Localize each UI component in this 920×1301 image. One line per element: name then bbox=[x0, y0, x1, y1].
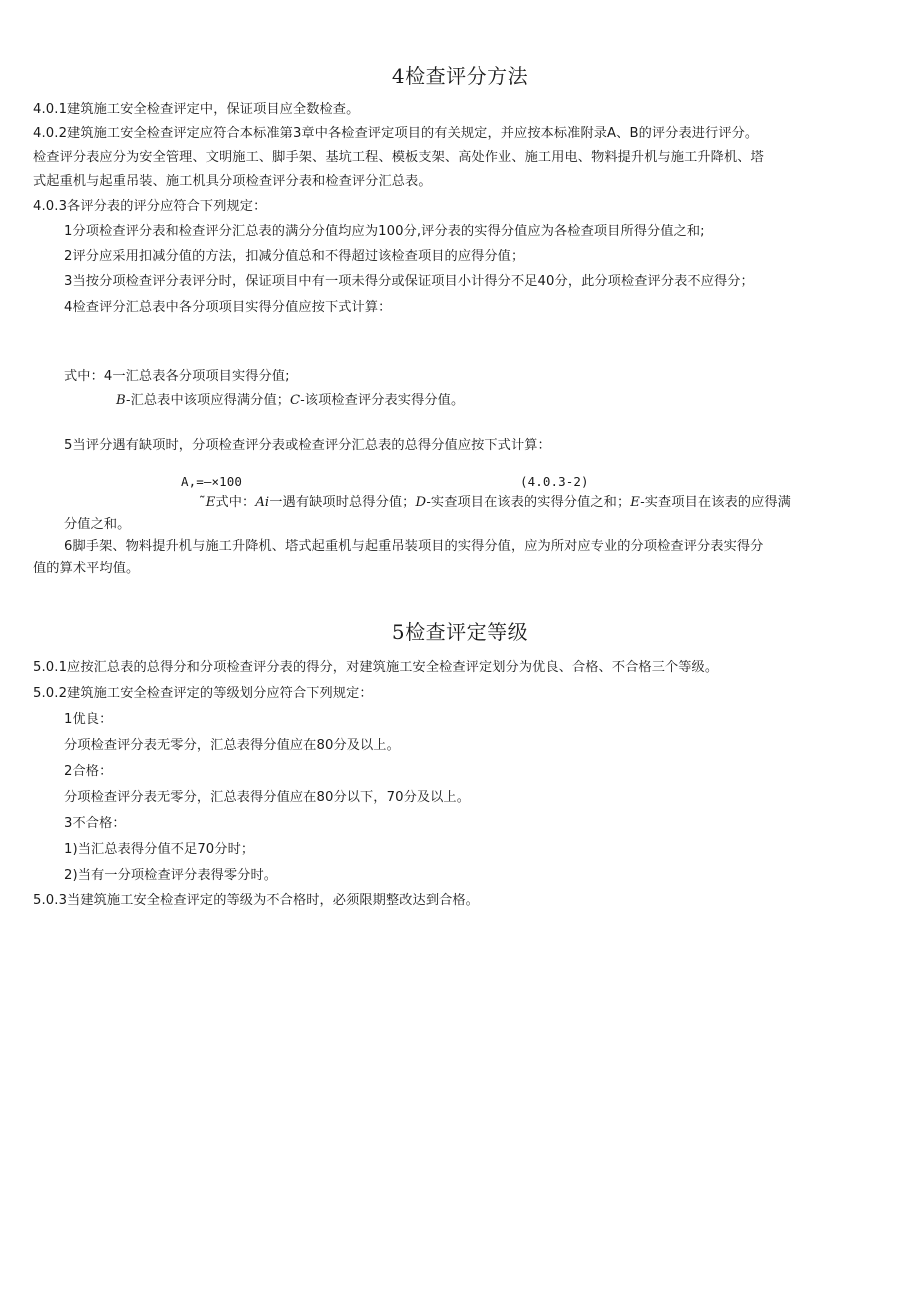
grade-3-label: 3不合格： bbox=[64, 816, 126, 831]
clause-5-0-3: 5.0.3当建筑施工安全检查评定的等级为不合格时，必须限期整改达到合格。 bbox=[33, 893, 479, 908]
grade-1-text: 分项检查评分表无零分，汇总表得分值应在80分及以上。 bbox=[64, 738, 400, 753]
clause-4-0-2-line-2: 检查评分表应分为安全管理、文明施工、脚手架、基坑工程、模板支架、高处作业、施工用电、物料提升机与施工升降机、塔 bbox=[33, 150, 764, 165]
symbol-ai-desc: 一遇有缺项时总得分值； bbox=[269, 495, 416, 510]
grade-1-label: 1优良： bbox=[64, 712, 113, 727]
rule-item-6-line-2: 值的算术平均值。 bbox=[33, 561, 140, 576]
symbol-d: D- bbox=[415, 495, 431, 510]
grade-3-condition-2: 2)当有一分项检查评分表得零分时。 bbox=[64, 868, 278, 883]
rule-item-1: 1分项检查评分表和检查评分汇总表的满分分值均应为100分,评分表的实得分值应为各检查项目所得分值之和; bbox=[64, 224, 705, 239]
section-4-title: 4检查评分方法 bbox=[391, 64, 529, 88]
symbol-e2-desc: 实查项目在该表的应得满 bbox=[644, 495, 791, 510]
rule-item-4: 4检查评分汇总表中各分项项目实得分值应按下式计算： bbox=[64, 300, 392, 315]
grade-2-text: 分项检查评分表无零分，汇总表得分值应在80分以下，70分及以上。 bbox=[64, 790, 471, 805]
rule-item-6-line-1: 6脚手架、物料提升机与施工升降机、塔式起重机与起重吊装项目的实得分值，应为所对应专业的分项检查评分表实得分 bbox=[64, 539, 764, 554]
where-label: 式中： bbox=[215, 495, 256, 510]
clause-5-0-1: 5.0.1应按汇总表的总得分和分项检查评分表的得分，对建筑施工安全检查评定划分为优良、合格、不合格三个等级。 bbox=[33, 660, 719, 675]
grade-3-condition-1: 1)当汇总表得分值不足70分时； bbox=[64, 842, 255, 857]
rule-item-2: 2评分应采用扣减分值的方法，扣减分值总和不得超过该检查项目的应得分值； bbox=[64, 249, 525, 264]
formula-2-number: (4.0.3-2) bbox=[520, 474, 589, 489]
rule-item-3: 3当按分项检查评分表评分时，保证项目中有一项未得分或保证项目小计得分不足40分，此分项检查评分表不应得分； bbox=[64, 274, 754, 289]
symbol-ai: Ai bbox=[255, 495, 270, 510]
symbol-d-desc: 实查项目在该表的实得分值之和； bbox=[430, 495, 631, 510]
symbol-e2: E- bbox=[630, 495, 645, 510]
formula-2-where-line-1 bbox=[199, 494, 791, 512]
formula-2-where-line-2: 分值之和。 bbox=[64, 517, 131, 532]
clause-4-0-3: 4.0.3各评分表的评分应符合下列规定： bbox=[33, 199, 267, 214]
formula-1-where-line-2 bbox=[116, 392, 464, 410]
section-5-title: 5检查评定等级 bbox=[391, 620, 529, 644]
rule-item-5: 5当评分遇有缺项时，分项检查评分表或检查评分汇总表的总得分值应按下式计算： bbox=[64, 438, 551, 453]
grade-2-label: 2合格： bbox=[64, 764, 113, 779]
clause-4-0-2-line-1: 4.0.2建筑施工安全检查评定应符合本标准第3章中各检查评定项目的有关规定，并应按本标准附录A、B的评分表进行评分。 bbox=[33, 126, 759, 141]
formula-1-where-line-1: 式中：4一汇总表各分项项目实得分值; bbox=[64, 369, 290, 384]
symbol-e: E bbox=[205, 495, 216, 510]
prefix-mark: ˜ bbox=[199, 495, 206, 510]
clause-4-0-2-line-3: 式起重机与起重吊装、施工机具分项检查评分表和检查评分汇总表。 bbox=[33, 174, 432, 189]
symbol-b: B- bbox=[116, 393, 131, 408]
formula-2: A,=—×100 bbox=[181, 474, 243, 489]
symbol-b-desc: 汇总表中该项应得满分值； bbox=[130, 393, 291, 408]
clause-4-0-1: 4.0.1建筑施工安全检查评定中，保证项目应全数检查。 bbox=[33, 102, 360, 117]
symbol-c-desc: 该项检查评分表实得分值。 bbox=[304, 393, 465, 408]
clause-5-0-2: 5.0.2建筑施工安全检查评定的等级划分应符合下列规定： bbox=[33, 686, 373, 701]
symbol-c: C- bbox=[290, 393, 305, 408]
